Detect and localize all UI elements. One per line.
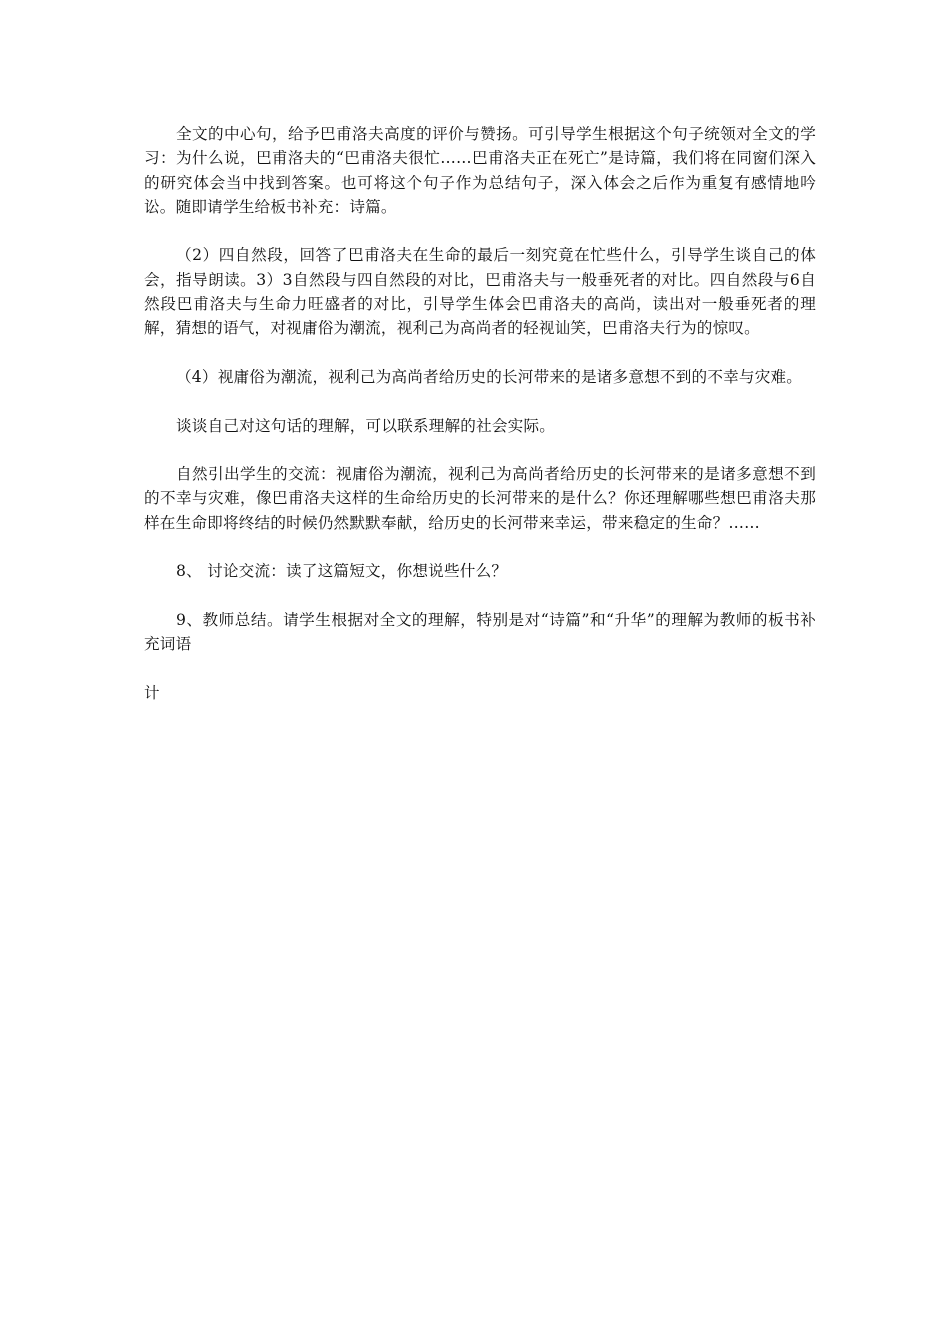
paragraph-section-4: （4）视庸俗为潮流，视利己为高尚者给历史的长河带来的是诸多意想不到的不幸与灾难。 <box>176 367 803 386</box>
paragraph-discussion-prompt: 谈谈自己对这句话的理解，可以联系理解的社会实际。 <box>176 416 556 435</box>
document-body <box>144 122 816 729</box>
paragraph-central-sentence: 全文的中心句，给予巴甫洛夫高度的评价与赞扬。可引导学生根据这个句子统领对全文的学习：为什么说，巴甫洛夫的“巴甫洛夫很忙……巴甫洛夫正在死亡”是诗篇，我们将在同窗们深入的研究体会当中找到答案。也可将这个句子作为总结句子，深入体会之后作为重复有感情地吟讼。随即请学生给板书补充：诗篇。 <box>144 125 816 216</box>
paragraph-step-9: 9、教师总结。请学生根据对全文的理解，特别是对“诗篇”和“升华”的理解为教师的板书补充词语 <box>144 610 816 654</box>
paragraph-trailing-fragment: 计 <box>144 683 160 702</box>
paragraph-step-8: 8、 讨论交流：读了这篇短文，你想说些什么？ <box>176 562 508 581</box>
paragraph-student-exchange: 自然引出学生的交流：视庸俗为潮流，视利己为高尚者给历史的长河带来的是诸多意想不到的不幸与灾难，像巴甫洛夫这样的生命给历史的长河带来的是什么？你还理解哪些想巴甫洛夫那样在生命即将终结的时候仍然默默奉献，给历史的长河带来幸运，带来稳定的生命？…… <box>144 465 816 532</box>
paragraph-section-2-comparison: （2）四自然段，回答了巴甫洛夫在生命的最后一刻究竟在忙些什么，引导学生谈自己的体会，指导朗读。3）3自然段与四自然段的对比，巴甫洛夫与一般垂死者的对比。四自然段与6自然段巴甫洛夫与生命力旺盛者的对比，引导学生体会巴甫洛夫的高尚，读出对一般垂死者的理解，猜想的语气，对视庸俗为潮流，视利己为高尚者的轻视讪笑，巴甫洛夫行为的惊叹。 <box>144 246 816 338</box>
